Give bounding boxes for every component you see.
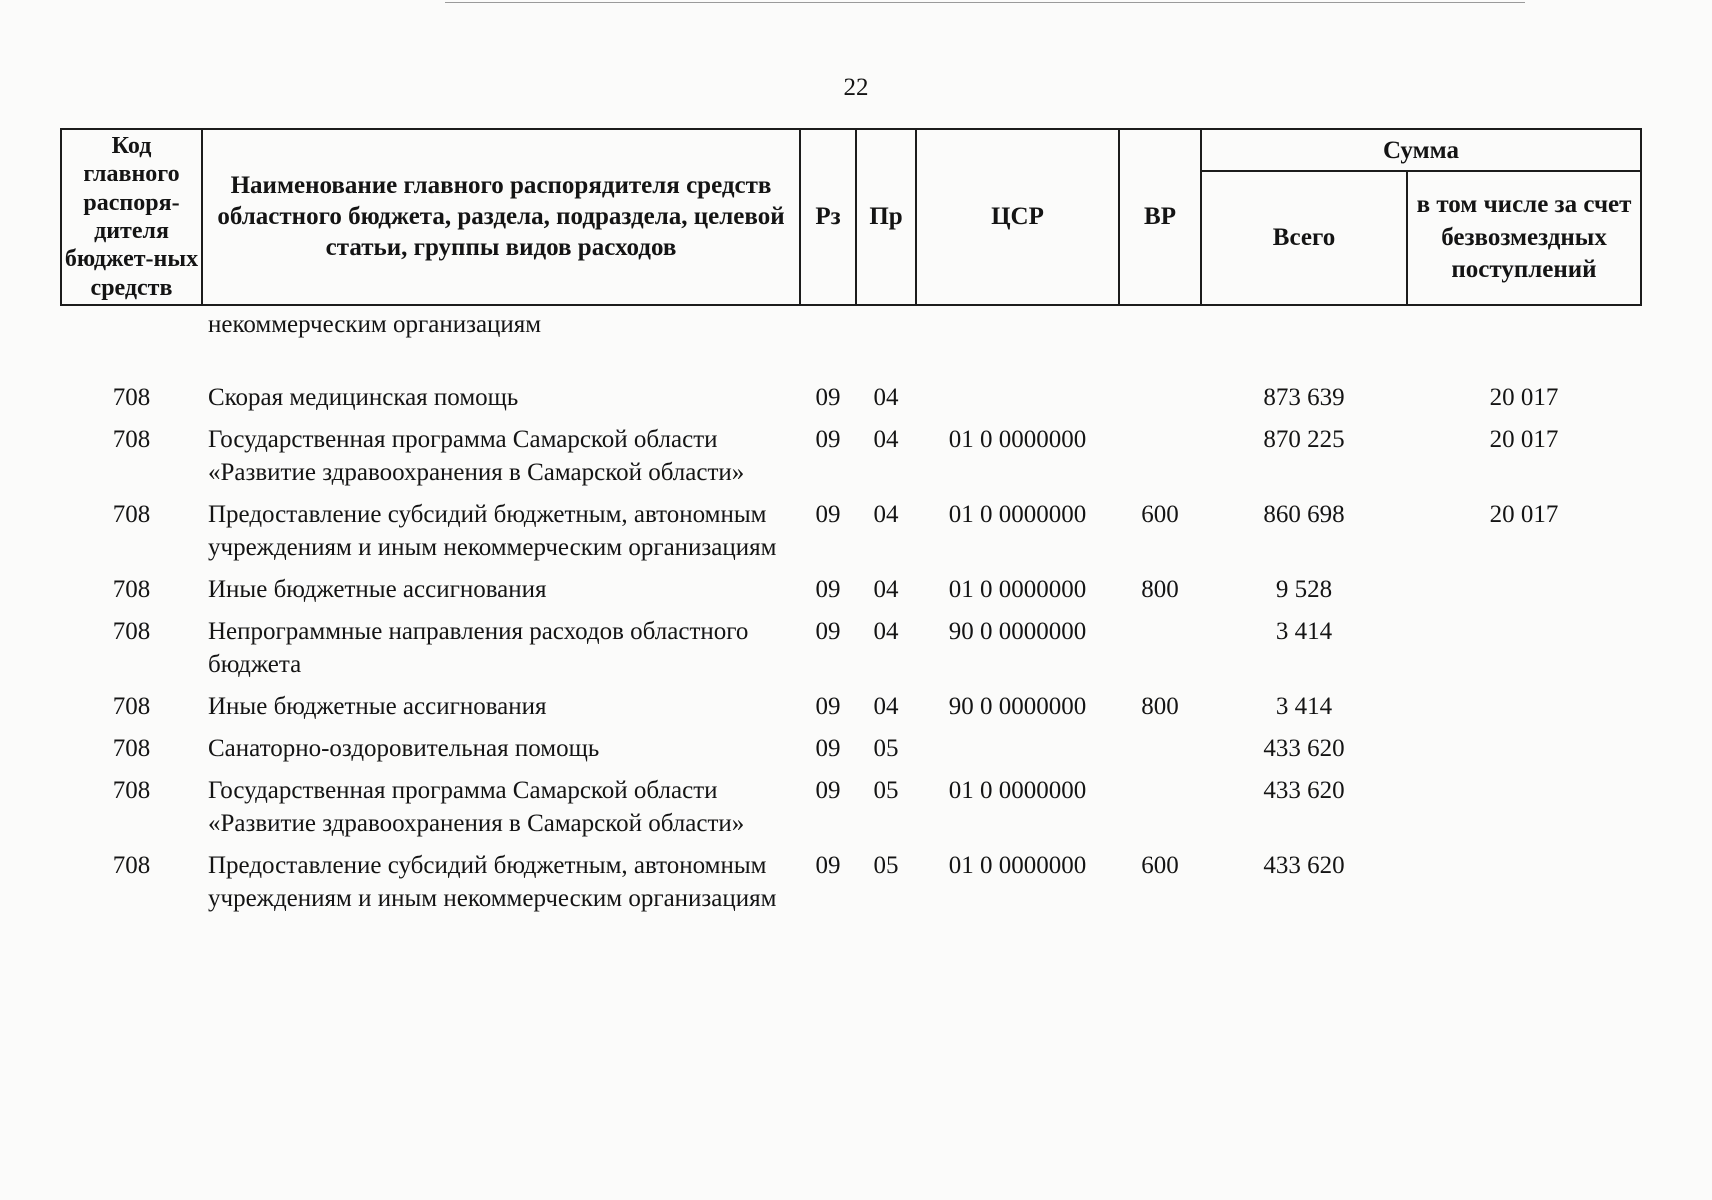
top-rule	[445, 2, 1525, 3]
cell-csr: 01 0 0000000	[948, 500, 1087, 528]
cell-free: 20 017	[1489, 383, 1559, 411]
cell-rz: 09	[815, 617, 841, 645]
table-row	[61, 770, 1641, 845]
cell-rz: 09	[815, 734, 841, 762]
table-row	[61, 494, 1641, 569]
table-row	[61, 377, 1641, 419]
cell-name: Предоставление субсидий бюджетным, автономным учреждениям и иным некоммерческим организациям	[208, 500, 777, 561]
cell-vr	[1119, 728, 1201, 770]
cell-rz: 09	[815, 692, 841, 720]
cell-vr: 800	[1141, 692, 1179, 720]
cell-pr: 04	[873, 692, 899, 720]
cell-total: 433 620	[1263, 776, 1345, 804]
cell-csr	[916, 377, 1119, 419]
cell-name: Иные бюджетные ассигнования	[208, 692, 547, 720]
cell-vr	[1119, 419, 1201, 494]
header-name: Наименование главного распорядителя средств областного бюджета, раздела, подраздела, целевой статьи, группы видов расходов	[202, 129, 800, 305]
table-row	[61, 845, 1641, 920]
table-row	[61, 569, 1641, 611]
table-row	[61, 611, 1641, 686]
cell-name: Непрограммные направления расходов областного бюджета	[208, 617, 749, 678]
cell-code: 708	[112, 617, 151, 645]
cell-code: 708	[112, 692, 151, 720]
cell-name: Предоставление субсидий бюджетным, автономным учреждениям и иным некоммерческим организациям	[208, 851, 777, 912]
cell-vr: 800	[1141, 575, 1179, 603]
table-header	[61, 129, 1641, 305]
cell-code: 708	[112, 776, 151, 804]
cell-name: Государственная программа Самарской области «Развитие здравоохранения в Самарской области»	[208, 425, 745, 486]
cell-code: 708	[112, 575, 151, 603]
table-row	[61, 419, 1641, 494]
cell-name: Иные бюджетные ассигнования	[208, 575, 547, 603]
cell-vr: 600	[1141, 851, 1179, 879]
cell-rz: 09	[815, 851, 841, 879]
cell-name: Скорая медицинская помощь	[208, 383, 519, 411]
header-pr: Пр	[856, 129, 916, 305]
cell-free: 20 017	[1489, 500, 1559, 528]
cell-rz: 09	[815, 575, 841, 603]
cell-rz: 09	[815, 383, 841, 411]
cell-pr: 04	[873, 617, 899, 645]
cell-name: Государственная программа Самарской области «Развитие здравоохранения в Самарской области»	[208, 776, 745, 837]
cell-total: 433 620	[1263, 851, 1345, 879]
cell-pr: 05	[873, 776, 899, 804]
header-vr: ВР	[1119, 129, 1201, 305]
cell-free	[1407, 611, 1641, 686]
budget-table	[60, 128, 1642, 920]
cell-free	[1407, 845, 1641, 920]
cell-free: 20 017	[1489, 425, 1559, 453]
cell-rz: 09	[815, 500, 841, 528]
cell-pr: 04	[873, 500, 899, 528]
cell-pr: 05	[873, 734, 899, 762]
header-total: Всего	[1201, 171, 1407, 305]
cell-pr: 04	[873, 383, 899, 411]
table-row	[61, 686, 1641, 728]
cell-total: 9 528	[1275, 575, 1333, 603]
continuation-row	[61, 305, 1641, 341]
cell-code: 708	[112, 500, 151, 528]
table-row	[61, 728, 1641, 770]
cell-total: 3 414	[1275, 617, 1333, 645]
header-free: в том числе за счет безвозмездных поступлений	[1407, 171, 1641, 305]
header-sum: Сумма	[1201, 129, 1641, 171]
cell-vr	[1119, 770, 1201, 845]
cell-code: 708	[112, 851, 151, 879]
header-code: Код главного распоря-дителя бюджет-ных средств	[61, 129, 202, 305]
page-number: 22	[843, 74, 869, 101]
cell-csr: 90 0 0000000	[948, 617, 1087, 645]
cell-total: 3 414	[1275, 692, 1333, 720]
cell-total: 873 639	[1263, 383, 1345, 411]
cell-rz: 09	[815, 425, 841, 453]
cell-code: 708	[112, 425, 151, 453]
cell-code: 708	[112, 383, 151, 411]
cell-csr: 01 0 0000000	[948, 425, 1087, 453]
cell-pr: 04	[873, 575, 899, 603]
cell-free	[1407, 569, 1641, 611]
header-csr: ЦСР	[916, 129, 1119, 305]
cell-total: 870 225	[1263, 425, 1345, 453]
cell-csr	[916, 728, 1119, 770]
cell-free	[1407, 686, 1641, 728]
cell-free	[1407, 728, 1641, 770]
cell-free	[1407, 770, 1641, 845]
cell-code: 708	[112, 734, 151, 762]
table-body	[61, 305, 1641, 920]
continuation-text: некоммерческим организациям	[208, 310, 542, 338]
header-rz: Рз	[800, 129, 856, 305]
cell-total: 433 620	[1263, 734, 1345, 762]
cell-pr: 04	[873, 425, 899, 453]
cell-rz: 09	[815, 776, 841, 804]
cell-csr: 01 0 0000000	[948, 776, 1087, 804]
cell-csr: 01 0 0000000	[948, 851, 1087, 879]
cell-csr: 01 0 0000000	[948, 575, 1087, 603]
spacer-row	[61, 341, 1641, 377]
cell-name: Санаторно-оздоровительная помощь	[208, 734, 600, 762]
cell-vr	[1119, 611, 1201, 686]
cell-pr: 05	[873, 851, 899, 879]
cell-csr: 90 0 0000000	[948, 692, 1087, 720]
cell-total: 860 698	[1263, 500, 1345, 528]
cell-vr	[1119, 377, 1201, 419]
cell-vr: 600	[1141, 500, 1179, 528]
